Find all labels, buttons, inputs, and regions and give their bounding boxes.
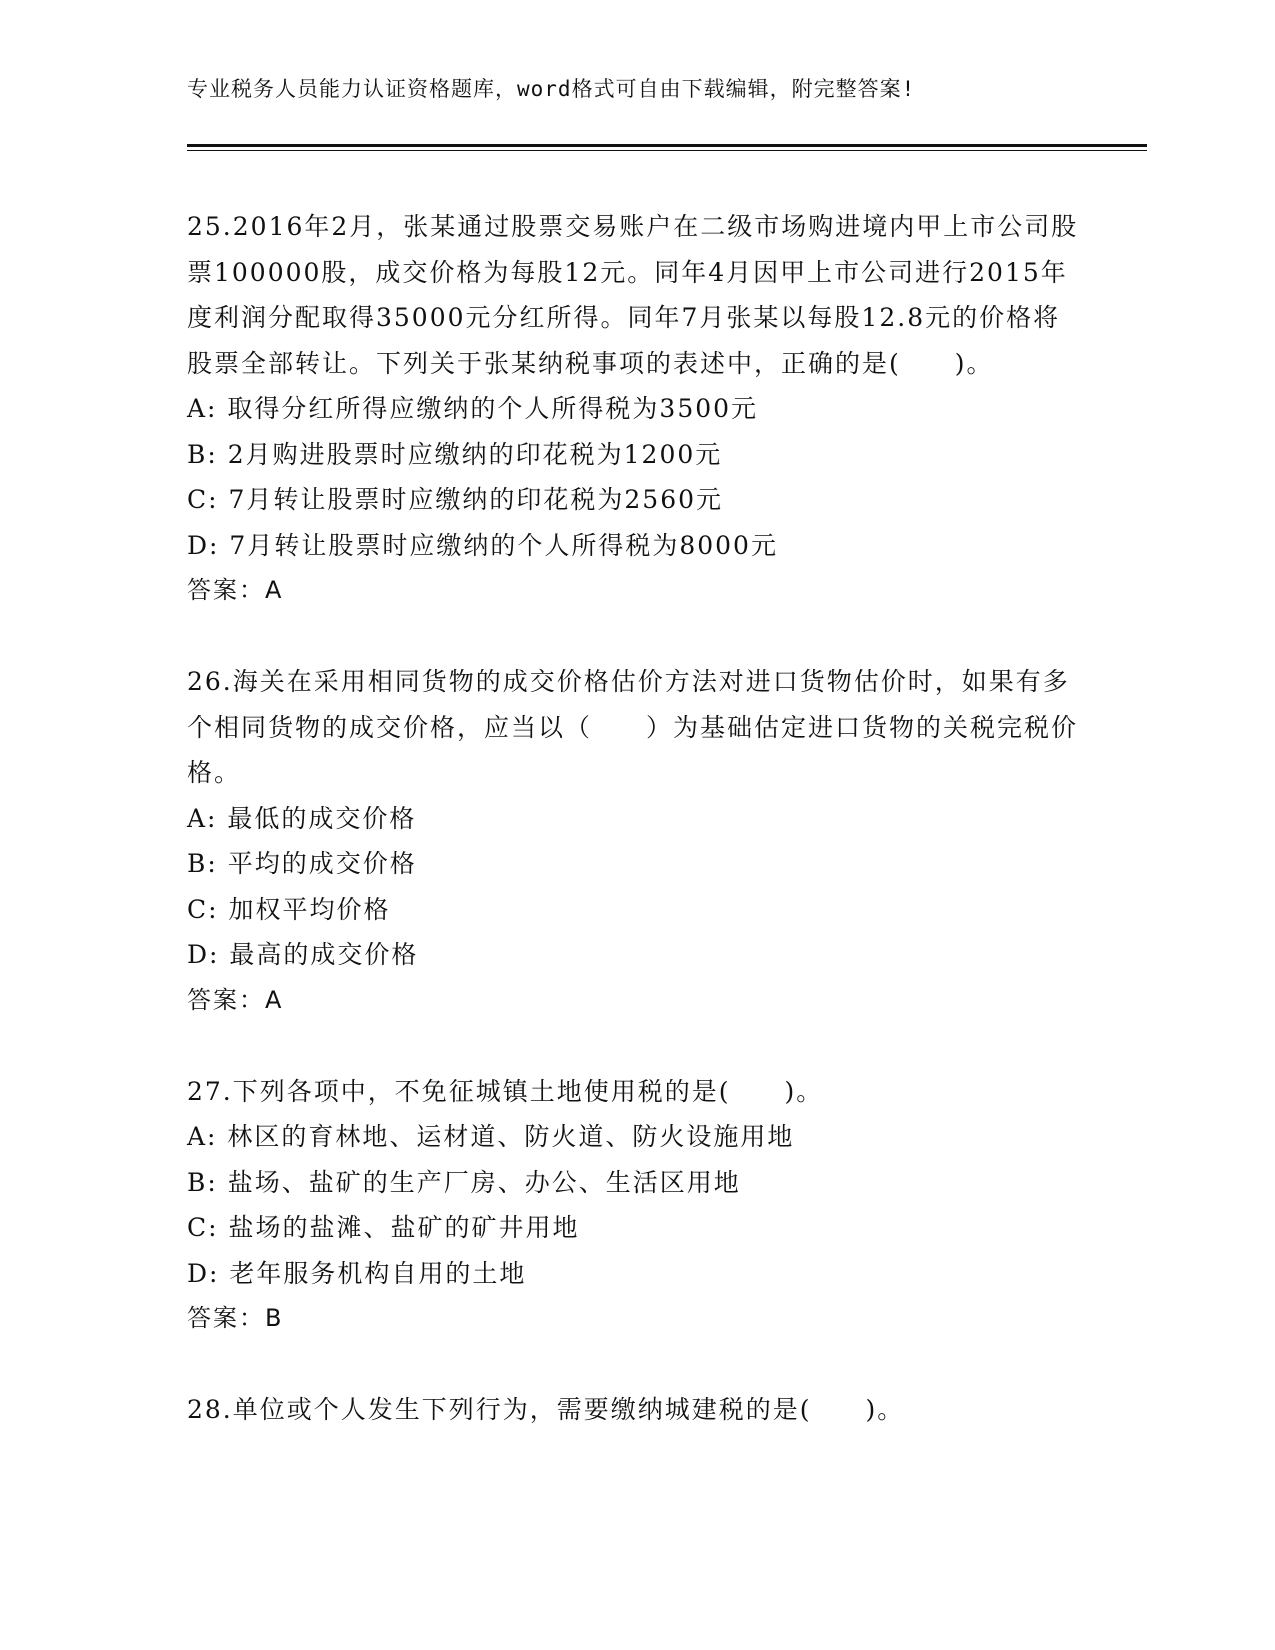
option-b: B: 盐场、盐矿的生产厂房、办公、生活区用地: [187, 1167, 741, 1197]
header-divider-thick: [187, 144, 1147, 147]
question-27: [187, 1069, 1087, 1342]
question-26: [187, 659, 1087, 1023]
answer: 答案：A: [187, 576, 284, 604]
option-d: D: 老年服务机构自用的土地: [187, 1258, 527, 1288]
header-divider-thin: [187, 150, 1147, 151]
option-d: D: 7月转让股票时应缴纳的个人所得税为8000元: [187, 530, 778, 560]
question-stem: 26.海关在采用相同货物的成交价格估价方法对进口货物估价时，如果有多个相同货物的成交价格，应当以（ ）为基础估定进口货物的关税完税价格。: [187, 667, 1079, 787]
question-list: [187, 204, 1087, 1479]
option-d: D: 最高的成交价格: [187, 940, 419, 969]
option-b: B: 平均的成交价格: [187, 849, 417, 878]
option-a: A: 林区的育林地、运材道、防火道、防火设施用地: [187, 1122, 795, 1151]
question-25: [187, 204, 1087, 613]
answer: 答案：B: [187, 1304, 284, 1332]
option-c: C: 7月转让股票时应缴纳的印花税为2560元: [187, 485, 724, 514]
page-header: 专业税务人员能力认证资格题库，word格式可自由下载编辑，附完整答案!: [187, 77, 916, 101]
question-stem: 25.2016年2月，张某通过股票交易账户在二级市场购进境内甲上市公司股票100000股，成交价格为每股12元。同年4月因甲上市公司进行2015年度利润分配取得35000元分红所得。同年7月张某以每股12.8元的价格将股票全部转让。下列关于张某纳税事项的表述中，正确的是( )。: [187, 212, 1079, 378]
option-a: A: 最低的成交价格: [187, 803, 417, 833]
option-b: B: 2月购进股票时应缴纳的印花税为1200元: [187, 439, 723, 469]
option-c: C: 盐场的盐滩、盐矿的矿井用地: [187, 1213, 580, 1242]
option-a: A: 取得分红所得应缴纳的个人所得税为3500元: [187, 394, 759, 423]
question-stem: 27.下列各项中，不免征城镇土地使用税的是( )。: [187, 1076, 824, 1106]
question-stem: 28.单位或个人发生下列行为，需要缴纳城建税的是( )。: [187, 1395, 905, 1424]
answer: 答案：A: [187, 985, 284, 1014]
question-28: [187, 1387, 1087, 1433]
option-c: C: 加权平均价格: [187, 894, 391, 924]
